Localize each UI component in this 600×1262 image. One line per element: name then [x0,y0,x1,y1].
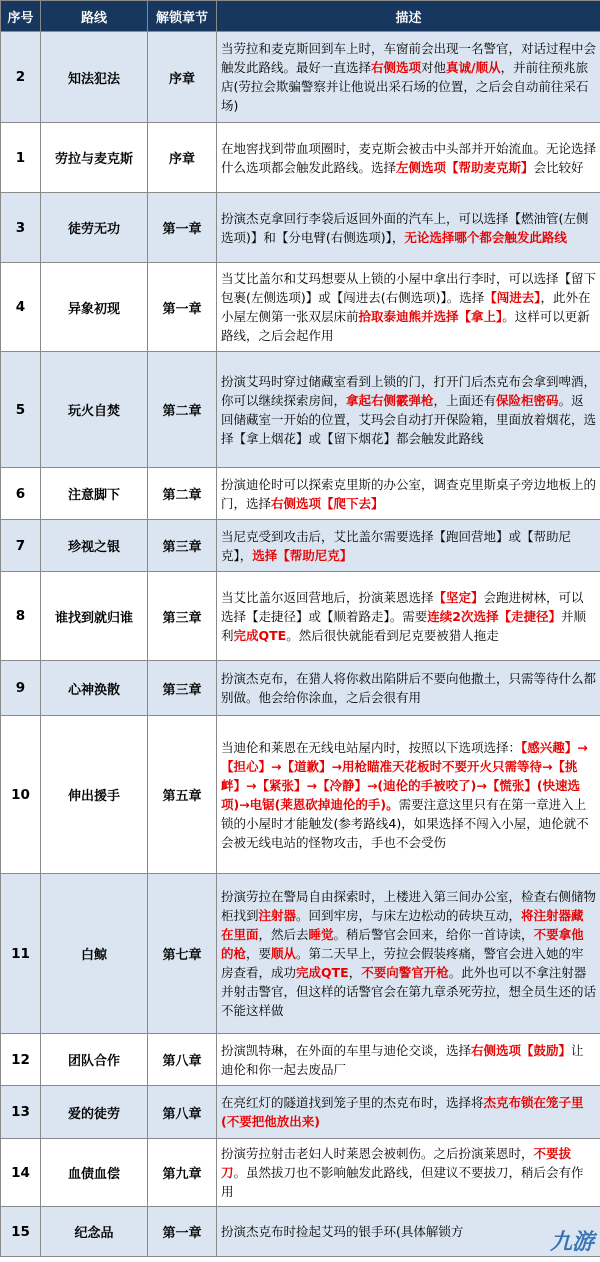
desc-text: 扮演杰克布，在猎人将你救出陷阱后不要向他撒土，只需等待什么都别做。他会给你涂血，之后会很有用 [221,671,597,705]
row-num: 9 [1,661,41,716]
header-num: 序号 [1,1,41,32]
row-desc [217,520,600,572]
desc-text: 。此外也可以不拿注射器并射击警官，但这样的话警官会在第九章杀死劳拉，想全员生还的话不能这样做 [221,965,597,1018]
highlight-text: 睡觉 [308,927,334,942]
highlight-text: 【坚定】 [433,589,484,605]
row-desc [217,468,600,520]
highlight-text: 完成QTE [296,965,349,980]
header-desc: 描述 [217,1,600,32]
row-chapter: 序章 [148,32,217,123]
row-route: 血债血偿 [41,1139,148,1207]
desc-text: 当尼克受到攻击后，艾比盖尔需要选择【跑回营地】或【帮助尼克】， [221,528,572,563]
desc-text: 当艾比盖尔返回营地后，扮演莱恩选择 [221,589,434,605]
table-row [1,352,600,468]
row-desc [217,1034,600,1086]
header-chapter: 解锁章节 [148,1,217,32]
row-desc [217,123,600,193]
highlight-text: 右侧选项 [471,1042,522,1058]
desc-text: 扮演凯特琳，在外面的车里与迪伦交谈，选择 [221,1042,472,1058]
row-num: 6 [1,468,41,520]
row-num: 1 [1,123,41,193]
highlight-text: 注射器 [258,908,297,923]
table-row [1,263,600,352]
row-chapter: 第三章 [148,661,217,716]
row-route: 白鲸 [41,874,148,1034]
highlight-text: 右侧选项 [271,495,322,511]
desc-text: ，并前往预兆旅店(劳拉会欺骗警察并让他说出采石场的位置，之后会自动前往采石场) [221,60,589,113]
highlight-text: 完成QTE [233,627,287,643]
desc-text: 会比较好 [533,159,584,175]
row-route: 爱的徒劳 [41,1086,148,1139]
row-chapter: 第二章 [148,352,217,468]
row-chapter: 第二章 [148,468,217,520]
row-chapter: 第七章 [148,874,217,1034]
row-num: 13 [1,1086,41,1139]
highlight-text: 【感兴趣】→【担心】→【道歉】→用枪瞄准天花板时不要开火只需等待→【挑衅】→【紧张】→【冷静】→(迪伦的手被咬了)→【慌张】(快速选项)→电锯(莱恩砍掉迪伦的手)。 [221,739,588,812]
row-num: 10 [1,716,41,874]
row-desc [217,1207,600,1257]
highlight-text: 【走捷径】 [498,608,561,624]
row-num: 14 [1,1139,41,1207]
row-chapter: 第九章 [148,1139,217,1207]
row-route: 珍视之银 [41,520,148,572]
highlight-text: 【爬下去】 [321,495,384,511]
highlight-text: 【鼓励】 [521,1042,572,1058]
desc-text: 扮演劳拉射击老妇人时莱恩会被刺伤。之后扮演莱恩时， [221,1146,534,1161]
row-desc [217,193,600,263]
row-desc [217,716,600,874]
row-route: 伸出援手 [41,716,148,874]
row-route: 注意脚下 [41,468,148,520]
row-desc [217,352,600,468]
table-row [1,572,600,661]
table-row [1,1034,600,1086]
desc-text: ， [348,965,362,980]
row-route: 谁找到就归谁 [41,572,148,661]
row-chapter: 第三章 [148,520,217,572]
row-desc [217,661,600,716]
desc-text: 扮演劳拉在警局自由探索时，上楼进入第三间办公室，检查右侧储物柜找到 [221,889,597,923]
row-chapter: 第一章 [148,263,217,352]
desc-text: 当艾比盖尔和艾玛想要从上锁的小屋中拿出行李时，可以选择【留下包裹(左侧选项)】或【闯进去(右侧选项)】。选择 [221,271,597,305]
highlight-text: 左侧选项 [396,159,447,175]
desc-text: 。稍后警官会回来，给你一首诗读， [333,927,534,942]
row-num: 4 [1,263,41,352]
row-route: 团队合作 [41,1034,148,1086]
row-route: 劳拉与麦克斯 [41,123,148,193]
row-desc [217,1139,600,1207]
row-num: 8 [1,572,41,661]
desc-text: ，此外在小屋左侧第一张双层床前 [221,290,591,324]
desc-text: 需要注意这里只有在第一章进入上锁的小屋时才能触发(参考路线4)，如果选择不闯入小屋，迪伦就不会被无线电站的怪物攻击，手也不会受伤 [221,796,589,850]
watermark-logo: 九游 [549,1230,594,1255]
table-row [1,1139,600,1207]
row-chapter: 第五章 [148,716,217,874]
row-num: 11 [1,874,41,1034]
row-route: 纪念品 [41,1207,148,1257]
row-desc [217,263,600,352]
row-route: 知法犯法 [41,32,148,123]
table-row [1,520,600,572]
row-num: 5 [1,352,41,468]
table-row [1,1086,600,1139]
row-chapter: 第一章 [148,1207,217,1257]
desc-text: 。虽然拔刀也不影响触发此路线，但建议不要拔刀，稍后会有作用 [221,1165,584,1199]
desc-text: 。回到牢房，与床左边松动的砖块互动， [296,908,522,923]
desc-text: 扮演杰克布时捡起艾玛的银手环(具体解锁方 [221,1224,464,1239]
table-row [1,661,600,716]
highlight-text: 真诚/顺从 [446,60,501,75]
highlight-text: 无论选择哪个都会触发此路线 [404,229,567,245]
header-route: 路线 [41,1,148,32]
table-row [1,468,600,520]
highlight-text: 不要拔刀 [221,1146,572,1180]
highlight-text: 保险柜密码 [496,392,559,408]
table-row [1,874,600,1034]
desc-text: 并顺利 [221,608,586,643]
highlight-text: 将注射器藏在里面 [221,908,584,942]
table-row [1,123,600,193]
highlight-text: 顺从 [271,946,297,961]
desc-text: 当迪伦和莱恩在无线电站屋内时，按照以下选项选择： [221,739,522,755]
highlight-text: 拾取泰迪熊并选择【拿上】 [358,309,503,324]
desc-text: ，上面还有 [433,392,497,408]
desc-text: 扮演杰克拿回行李袋后返回外面的汽车上，可以选择【燃油管(左侧选项)】和【分电臂(右侧选项)】， [221,210,589,245]
row-chapter: 第三章 [148,572,217,661]
highlight-text: 【帮助麦克斯】 [446,159,534,175]
row-desc [217,1086,600,1139]
row-num: 12 [1,1034,41,1086]
desc-text: 扮演艾玛时穿过储藏室看到上锁的门，打开门后杰克布会拿到啤酒，你可以继续探索房间， [221,373,597,408]
row-chapter: 序章 [148,123,217,193]
desc-text: 当劳拉和麦克斯回到车上时，车窗前会出现一名警官，对话过程中会触发此路线。最好一直选择 [221,41,597,75]
desc-text: 。然后很快就能看到尼克要被猎人拖走 [286,627,499,643]
highlight-text: 选择 [252,547,278,563]
row-desc [217,32,600,123]
highlight-text: 右侧选项 [371,60,422,75]
row-route: 异象初现 [41,263,148,352]
highlight-text: 不要向警官开枪 [361,965,449,980]
table-row [1,1207,600,1257]
table-row [1,32,600,123]
row-num: 7 [1,520,41,572]
highlight-text: 拿起右侧霰弹枪 [346,392,434,408]
desc-text: 让迪伦和你一起去废品厂 [221,1042,584,1077]
row-num: 3 [1,193,41,263]
desc-text: 对他 [421,60,447,75]
highlight-text: 不要拿他的枪 [221,927,584,961]
desc-text: 。这样可以更新路线，之后会起作用 [221,309,590,343]
desc-text: ，要 [246,946,272,961]
row-desc [217,874,600,1034]
row-route: 玩火自焚 [41,352,148,468]
highlight-text: 【帮助尼克】 [277,547,353,563]
header-row [1,1,600,32]
row-desc [217,572,600,661]
desc-text: ，然后去 [258,927,309,942]
table-row [1,193,600,263]
highlight-text: 【闯进去】 [484,290,541,305]
desc-text: 在地窖找到带血项圈时，麦克斯会被击中头部并开始流血。无论选择什么选项都会触发此路线。选择 [221,140,597,175]
desc-text: 扮演迪伦时可以探索克里斯的办公室，调查克里斯桌子旁边地板上的门，选择 [221,476,597,511]
desc-text: 。返回储藏室一开始的位置，艾玛会自动打开保险箱，里面放着烟花，选择【拿上烟花】或【留下烟花】都会触发此路线 [221,392,597,446]
row-chapter: 第八章 [148,1086,217,1139]
table-row [1,716,600,874]
desc-text: 。第二天早上，劳拉会假装疼痛，警官会进入她的牢房查看，成功 [221,946,584,980]
row-chapter: 第八章 [148,1034,217,1086]
row-route: 心神涣散 [41,661,148,716]
highlight-text: 杰克布锁在笼子里(不要把他放出来) [221,1095,584,1129]
row-num: 15 [1,1207,41,1257]
highlight-text: 连续2次选择 [427,608,499,624]
row-route: 徒劳无功 [41,193,148,263]
desc-text: 会跑进树林，可以选择【走捷径】或【顺着路走】。需要 [221,589,584,624]
row-num: 2 [1,32,41,123]
desc-text: 在亮红灯的隧道找到笼子里的杰克布时，选择将 [221,1095,484,1110]
row-chapter: 第一章 [148,193,217,263]
